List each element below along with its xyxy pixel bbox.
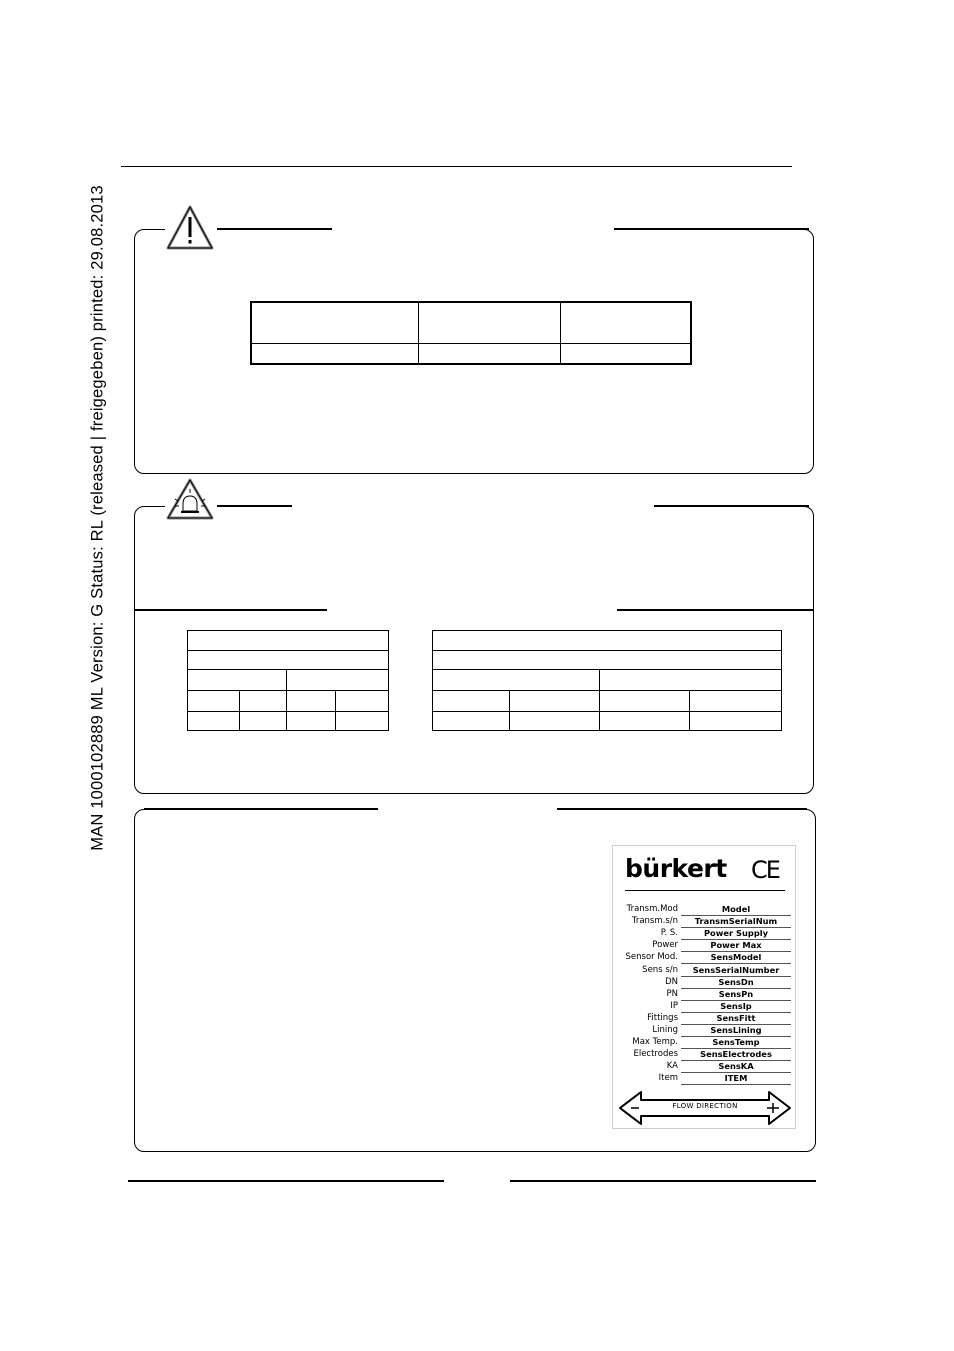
nameplate-field-value: SensKA [681, 1061, 791, 1073]
nameplate-field-label: DN [665, 976, 678, 987]
ce-mark: CE [751, 856, 779, 884]
nameplate-row [613, 977, 797, 989]
nameplate-row [613, 1073, 797, 1085]
table-cell [287, 711, 336, 730]
nameplate-row [613, 928, 797, 940]
table-cell [560, 302, 691, 343]
table-cell [433, 711, 510, 730]
subsection-rule-left [134, 609, 327, 611]
table-cell [510, 711, 600, 730]
nameplate-field-label: Fittings [647, 1012, 678, 1023]
nameplate-row [613, 940, 797, 952]
nameplate-row [613, 1001, 797, 1013]
nameplate-field-value: SensElectrodes [681, 1049, 791, 1061]
right-spec-table [432, 630, 782, 731]
nameplate-field-value: SensPn [681, 989, 791, 1001]
document-status-text: MAN 1000102889 ML Version: G Status: RL (released | freigegeben) printed: 29.08.2013 [88, 185, 107, 851]
nameplate-row [613, 1049, 797, 1061]
table-cell [433, 651, 782, 670]
table-cell [188, 670, 287, 690]
table-cell [336, 711, 389, 730]
warning-title-rule-right [614, 228, 809, 230]
nameplate-row [613, 1037, 797, 1049]
nameplate-field-label: Max Temp. [632, 1037, 678, 1048]
table-cell [188, 711, 240, 730]
nameplate-field-label: Transm.Mod [626, 904, 678, 914]
nameplate-field-label: Power [652, 940, 678, 951]
nameplate-field-value: SensDn [681, 977, 791, 989]
table-cell [433, 690, 510, 711]
nameplate-field-label: Transm.s/n [631, 916, 678, 927]
nameplate-row [613, 904, 797, 916]
nameplate-field-label: Electrodes [633, 1049, 678, 1060]
table-cell [188, 631, 389, 651]
nameplate-field-value: Power Supply [681, 928, 791, 940]
nameplate-field-value: Power Max [681, 940, 791, 952]
table-cell [287, 690, 336, 711]
nameplate-field-label: PN [666, 988, 678, 999]
nameplate-row [613, 965, 797, 977]
table-cell [600, 711, 690, 730]
flow-direction-label: FLOW DIRECTION [672, 1102, 738, 1110]
nameplate-field-label: Sens s/n [642, 964, 678, 975]
table-cell [560, 343, 691, 364]
nameplate-field-label: Sensor Mod. [625, 952, 678, 963]
nameplate-title-rule-right [557, 808, 807, 810]
caution-title-rule-right [654, 505, 809, 507]
table-cell [251, 343, 418, 364]
table-cell [251, 302, 418, 343]
alarm-bell-triangle-icon [164, 476, 216, 522]
plate-rule [625, 890, 785, 891]
nameplate-row [613, 1061, 797, 1073]
exclamation-triangle-icon [164, 203, 216, 253]
nameplate-row [613, 1013, 797, 1025]
nameplate-field-value: SensModel [681, 952, 791, 964]
table-cell [336, 690, 389, 711]
nameplate-field-value: SensFitt [681, 1013, 791, 1025]
footer-rule-left [128, 1180, 444, 1182]
table-cell [188, 651, 389, 670]
nameplate-field-value: TransmSerialNum [681, 916, 791, 928]
nameplate-row [613, 952, 797, 964]
header-rule [121, 166, 792, 167]
caution-title-rule-left [217, 505, 292, 507]
table-cell [690, 711, 782, 730]
table-cell [433, 670, 600, 690]
table-cell [240, 711, 287, 730]
nameplate-field-label: IP [670, 1000, 678, 1011]
table-cell [433, 631, 782, 651]
nameplate-row [613, 916, 797, 928]
nameplate-row [613, 989, 797, 1001]
nameplate-field-label: P. S. [660, 928, 678, 939]
nameplate-field-label: Item [658, 1073, 678, 1084]
subsection-rule-right [617, 609, 814, 611]
nameplate-field-value: SensLining [681, 1025, 791, 1037]
nameplate-field-value: ITEM [681, 1073, 791, 1085]
table-cell [690, 690, 782, 711]
table-cell [418, 343, 560, 364]
nameplate-field-label: KA [666, 1061, 678, 1072]
footer-rule-right [510, 1180, 816, 1182]
nameplate-field-value: Model [681, 904, 791, 916]
table-cell [240, 690, 287, 711]
left-spec-table [187, 630, 389, 731]
table-cell [600, 670, 782, 690]
nameplate-field-label: Lining [652, 1025, 678, 1035]
nameplate-field-value: SensSerialNumber [681, 965, 791, 977]
nameplate-title-rule-left [144, 808, 378, 810]
device-nameplate-image [612, 845, 796, 1129]
table-cell [510, 690, 600, 711]
nameplate-row [613, 1025, 797, 1037]
table-cell [418, 302, 560, 343]
table-cell [188, 690, 240, 711]
table-cell [600, 690, 690, 711]
table-cell [287, 670, 389, 690]
brand-logo: bürkert [625, 854, 727, 883]
nameplate-field-value: SensTemp [681, 1037, 791, 1049]
warning-title-rule-left [217, 228, 332, 230]
warning-table [250, 301, 692, 365]
nameplate-field-value: SensIp [681, 1001, 791, 1013]
